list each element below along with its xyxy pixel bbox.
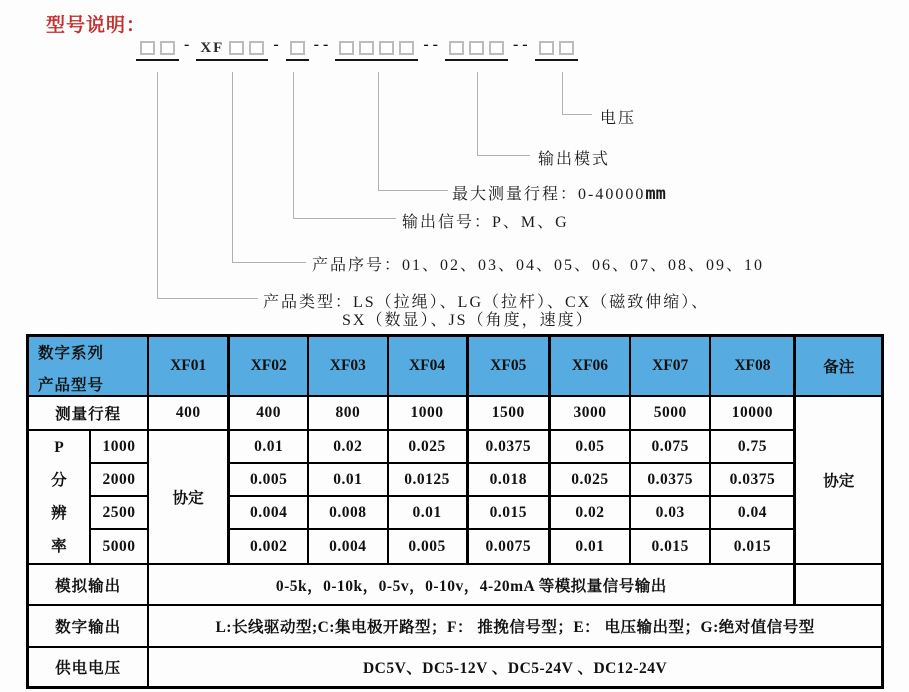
res-2000-xf04: 0.0125 [388, 463, 467, 496]
xf01-merged-cell: 协定 [148, 430, 228, 564]
res-1000-xf02: 0.01 [229, 430, 308, 463]
header-xf01: XF01 [148, 336, 228, 397]
callout-line [477, 155, 530, 156]
res-2500-xf05: 0.015 [467, 496, 549, 529]
format-box [229, 41, 244, 55]
callout-line [157, 72, 158, 298]
res-2000-xf06: 0.025 [550, 463, 630, 496]
format-box [290, 41, 305, 55]
callout-line [232, 72, 233, 262]
callout-line [157, 298, 258, 299]
res-1000-xf04: 0.025 [388, 430, 467, 463]
table-row-res-1000 [28, 430, 883, 463]
table-row-travel [28, 396, 883, 430]
digital-value: L:长线驱动型;C:集电极开路型；F： 推挽信号型；E： 电压输出型；G:绝对值信号型 [148, 605, 882, 647]
callout-product-type-line1: 产品类型：LS（拉绳）、LG（拉杆）、CX（磁致伸缩）、 [263, 294, 710, 311]
resolution-axis-label: P 分 辨 率 [28, 430, 90, 564]
table-header-row [28, 336, 883, 397]
res-1000-xf08: 0.75 [710, 430, 794, 463]
format-group-output-mode [445, 41, 508, 61]
format-separator: - [184, 36, 194, 53]
travel-label: 测量行程 [28, 396, 149, 430]
header-remark: 备注 [795, 336, 883, 397]
page-title: 型号说明： [46, 15, 147, 36]
header-xf07: XF07 [630, 336, 710, 397]
res-2000-xf08: 0.0375 [710, 463, 794, 496]
format-separator: - [273, 36, 283, 53]
callout-line [232, 262, 306, 263]
header-series-model: 数字系列 产品型号 [28, 336, 149, 397]
format-box [140, 41, 155, 55]
res-5000-xf08: 0.015 [710, 529, 794, 564]
res-1000-xf07: 0.075 [630, 430, 710, 463]
format-box [399, 41, 414, 55]
res-1000-xf06: 0.05 [550, 430, 630, 463]
travel-xf04: 1000 [388, 396, 467, 430]
header-xf06: XF06 [550, 336, 630, 397]
res-5000-xf07: 0.015 [630, 529, 710, 564]
res-1000-xf05: 0.0375 [467, 430, 549, 463]
callout-max-travel [452, 181, 666, 204]
format-box [339, 41, 354, 55]
header-xf05: XF05 [467, 336, 549, 397]
format-box [359, 41, 374, 55]
res-5000-xf03: 0.004 [308, 529, 387, 564]
header-xf03: XF03 [308, 336, 387, 397]
res-2000-xf05: 0.018 [467, 463, 549, 496]
format-box [160, 41, 175, 55]
format-group-model [196, 41, 268, 61]
res-5000-xf05: 0.0075 [467, 529, 549, 564]
format-box [469, 41, 484, 55]
travel-xf08: 10000 [710, 396, 794, 430]
res-2500-xf08: 0.04 [710, 496, 794, 529]
callout-product-serial: 产品序号：01、02、03、04、05、06、07、08、09、10 [312, 257, 765, 274]
res-5000-xf02: 0.002 [229, 529, 308, 564]
res-1000-xf03: 0.02 [308, 430, 387, 463]
format-box [249, 41, 264, 55]
power-label: 供电电压 [28, 647, 149, 687]
travel-xf03: 800 [308, 396, 387, 430]
format-separator: -- [512, 36, 532, 53]
res-2000-xf03: 0.01 [308, 463, 387, 496]
callout-output-mode: 输出模式 [538, 151, 611, 168]
callout-line [562, 72, 563, 114]
format-group-voltage [535, 41, 578, 61]
callout-max-travel-unit: mm [645, 184, 666, 204]
callout-line [562, 114, 592, 115]
callout-line [378, 72, 379, 190]
res-range-1000: 1000 [90, 430, 148, 463]
travel-xf05: 1500 [467, 396, 549, 430]
res-range-5000: 5000 [90, 529, 148, 564]
res-2500-xf07: 0.03 [630, 496, 710, 529]
format-box [489, 41, 504, 55]
callout-output-signal: 输出信号：P、M、G [402, 214, 569, 231]
callout-max-travel-text: 最大测量行程：0-40000 [452, 186, 646, 203]
format-box [539, 41, 554, 55]
format-box [449, 41, 464, 55]
format-group-travel [335, 41, 418, 61]
digital-label: 数字输出 [28, 605, 149, 647]
res-range-2500: 2500 [90, 496, 148, 529]
res-5000-xf04: 0.005 [388, 529, 467, 564]
format-box [379, 41, 394, 55]
table-row-power [28, 647, 883, 687]
format-separator: -- [423, 36, 442, 53]
format-xf-prefix: XF [200, 40, 225, 56]
analog-label: 模拟输出 [28, 564, 149, 605]
header-xf02: XF02 [229, 336, 308, 397]
format-separator: -- [313, 36, 333, 53]
header-xf08: XF08 [710, 336, 794, 397]
callout-line [378, 190, 448, 191]
travel-xf06: 3000 [550, 396, 630, 430]
res-range-2000: 2000 [90, 463, 148, 496]
travel-xf02: 400 [229, 396, 308, 430]
table-row-analog [28, 564, 883, 605]
callout-voltage: 电压 [600, 110, 637, 127]
analog-remark-cell [795, 564, 883, 605]
travel-xf01: 400 [148, 396, 228, 430]
res-2500-xf04: 0.01 [388, 496, 467, 529]
table-row-digital [28, 605, 883, 647]
power-value: DC5V、DC5-12V 、DC5-24V 、DC12-24V [148, 647, 882, 687]
format-group-series [136, 41, 179, 61]
format-group-signal [286, 41, 309, 61]
callout-line [293, 218, 396, 219]
res-2500-xf02: 0.004 [229, 496, 308, 529]
callout-line [293, 72, 294, 218]
format-box [559, 41, 574, 55]
spec-table [26, 334, 884, 689]
res-2500-xf03: 0.008 [308, 496, 387, 529]
callout-line [477, 72, 478, 155]
model-format-row [136, 36, 578, 61]
res-2000-xf07: 0.0375 [630, 463, 710, 496]
res-2000-xf02: 0.005 [229, 463, 308, 496]
header-xf04: XF04 [388, 336, 467, 397]
res-2500-xf06: 0.02 [550, 496, 630, 529]
analog-value: 0-5k，0-10k，0-5v，0-10v，4-20mA 等模拟量信号输出 [148, 564, 795, 605]
travel-xf07: 5000 [630, 396, 710, 430]
remark-merged-cell: 协定 [795, 396, 883, 564]
res-5000-xf06: 0.01 [550, 529, 630, 564]
callout-product-type-line2: SX（数显）、JS（角度，速度） [342, 312, 594, 329]
